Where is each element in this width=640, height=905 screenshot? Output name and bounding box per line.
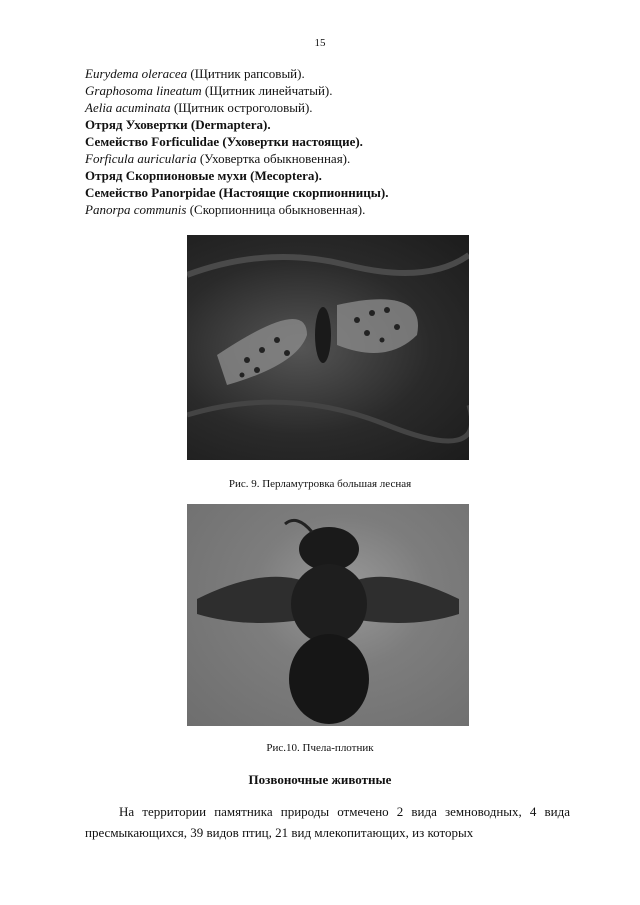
butterfly-photo [187, 235, 469, 460]
page-number: 15 [314, 37, 326, 49]
figure-9-caption: Рис. 9. Перламутровка большая лесная [228, 478, 412, 490]
latin-name: Graphosoma lineatum [85, 83, 202, 98]
latin-name: Forficula auricularia [85, 151, 197, 166]
family-heading: Семейство Panorpidae (Настоящие скорпионницы). [85, 185, 389, 200]
taxa-list [85, 65, 565, 218]
section-heading: Позвоночные животные [248, 772, 392, 787]
body-paragraph: На территории памятника природы отмечено 2 вида земноводных, 4 вида пресмыкающихся, 39 видов птиц, 21 вид млекопитающих, из которых [85, 804, 570, 840]
common-name: (Скорпионница обыкновенная). [186, 202, 366, 217]
family-heading: Семейство Forficulidae (Уховертки настоящие). [85, 134, 363, 149]
common-name: (Щитник линейчатый). [201, 83, 333, 98]
bee-photo [187, 504, 469, 726]
latin-name: Eurydema oleracea [85, 66, 188, 81]
taxa-line [85, 150, 565, 167]
order-heading: Отряд Скорпионовые мухи (Mecoptera). [85, 168, 322, 183]
taxa-line [85, 65, 565, 82]
common-name: (Уховертка обыкновенная). [196, 151, 351, 166]
latin-name: Panorpa communis [85, 202, 187, 217]
common-name: (Щитник рапсовый). [187, 66, 305, 81]
figure-10-caption: Рис.10. Пчела-плотник [266, 742, 374, 754]
taxa-line [85, 99, 565, 116]
latin-name: Aelia acuminata [85, 100, 171, 115]
common-name: (Щитник остроголовый). [170, 100, 313, 115]
taxa-line [85, 201, 565, 218]
order-heading: Отряд Уховертки (Dermaptera). [85, 117, 271, 132]
taxa-line [85, 82, 565, 99]
